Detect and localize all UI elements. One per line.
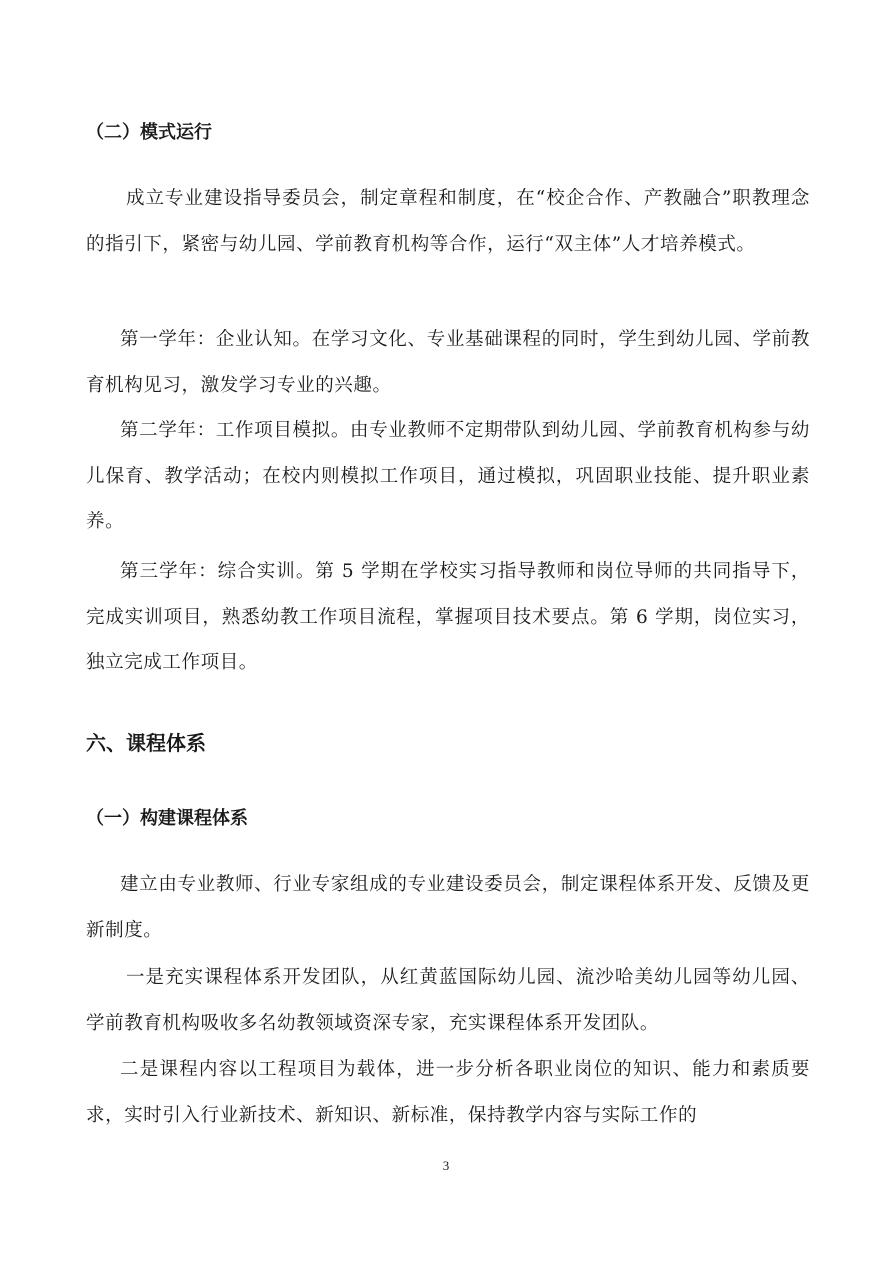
- paragraph-point-two: 二是课程内容以工程项目为载体，进一步分析各职业岗位的知识、能力和素质要求，实时引入行业新技术、新知识、新标准，保持教学内容与实际工作的: [86, 1059, 810, 1126]
- paragraph-year-two: 第二学年：工作项目模拟。由专业教师不定期带队到幼儿园、学前教育机构参与幼儿保育、教学活动；在校内则模拟工作项目，通过模拟，巩固职业技能、提升职业素养。: [86, 420, 810, 532]
- section-heading-course-system: 六、课程体系: [86, 731, 206, 755]
- paragraph-point-one: 一是充实课程体系开发团队，从红黄蓝国际幼儿园、流沙哈美幼儿园等幼儿园、学前教育机构吸收多名幼教领域资深专家，充实课程体系开发团队。: [86, 967, 810, 1034]
- paragraph-year-one: 第一学年：企业认知。在学习文化、专业基础课程的同时，学生到幼儿园、学前教育机构见习，激发学习专业的兴趣。: [86, 329, 810, 396]
- paragraph-year-three: 第三学年：综合实训。第 5 学期在学校实习指导教师和岗位导师的共同指导下，完成实训项目，熟悉幼教工作项目流程，掌握项目技术要点。第 6 学期，岗位实习，独立完成工作项目。: [86, 561, 810, 673]
- paragraph-build-intro: 建立由专业教师、行业专家组成的专业建设委员会，制定课程体系开发、反馈及更新制度。: [86, 874, 810, 941]
- subheading-mode-operation: （二）模式运行: [86, 122, 212, 143]
- subheading-build-course-system: （一）构建课程体系: [86, 808, 248, 829]
- page-number: 3: [442, 1158, 450, 1173]
- paragraph-mode-intro: 成立专业建设指导委员会，制定章程和制度，在“校企合作、产教融合”职教理念的指引下，紧密与幼儿园、学前教育机构等合作，运行“双主体”人才培养模式。: [86, 188, 810, 255]
